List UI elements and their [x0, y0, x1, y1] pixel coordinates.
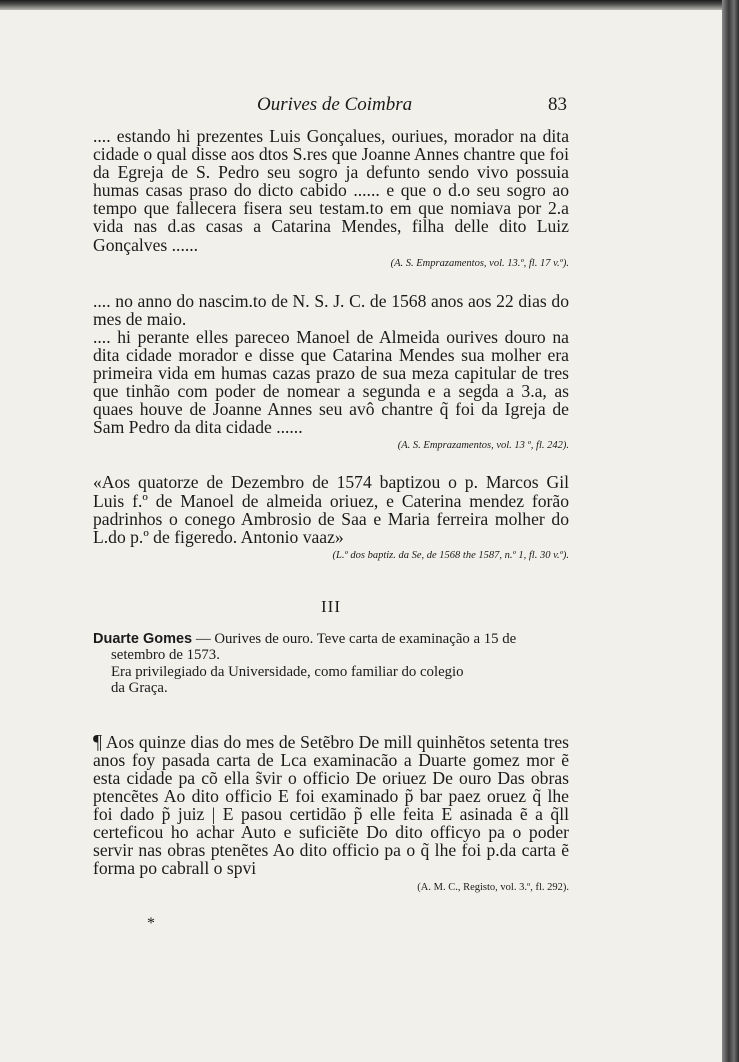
passage-2-text-1: .... no anno do nascim.to de N. S. J. C. de 1568 anos aos 22 dias do mes de maio. [93, 290, 569, 329]
passage-3-citation: (L.º dos baptiz. da Se, de 1568 the 1587, n.º 1, fl. 30 v.º). [332, 549, 569, 561]
entry-text-2b: da Graça. [111, 680, 168, 697]
entry-duarte-gomes [93, 631, 569, 697]
scan-right-edge [722, 0, 739, 1062]
page-content [93, 127, 569, 895]
document-body: Aos quinze dias do mes de Setẽbro De mill quinhẽtos setenta tres anos foy pasada carta de Lca examinacão a Duarte gomez mor ẽ esta cidade pa cõ ella s̃vir o officio De oriuez De ouro Das obras ptencẽtes Ao dito officio E foi examinado p̃ bar paez oruez q̃ lhe foi dado p̃ juiz | E pasou certidão p̃ elle feita E asinada ẽ a q̃ll certeficou ho achar Auto e suficiẽte Do dito officyo pa o poder servir nas obras ptenẽtes Ao dito officio pa o q̃ lhe foi p.da carta ẽ forma po cabrall o spvi [93, 731, 569, 879]
document-text [93, 730, 569, 879]
passage-2-citation: (A. S. Emprazamentos, vol. 13 º, fl. 242). [397, 440, 569, 452]
page-number: 83 [548, 94, 567, 115]
entry-name: Duarte Gomes [93, 630, 193, 647]
entry-text-2: Era privilegiado da Universidade, como familiar do colegio [111, 663, 464, 680]
footer-asterisk: * [147, 915, 155, 932]
scan-top-edge [0, 0, 739, 10]
running-title: Ourives de Coimbra [257, 94, 413, 115]
entry-text-1b: setembro de 1573. [111, 647, 220, 664]
passage-1-citation: (A. S. Emprazamentos, vol. 13.º, fl. 17 v.º). [390, 257, 569, 269]
entry-text-1: — Ourives de ouro. Teve carta de examinação a 15 de [192, 630, 517, 647]
pilcrow-icon: ¶ [93, 730, 103, 753]
passage-1-text: .... estando hi prezentes Luis Gonçalues, ouriues, morador na dita cidade o qual disse aos dtos S.res que Joanne Annes chantre que foi da Egreja de S. Pedro seu sogro ja defunto sendo vivo possuia humas casas praso do dicto cabido ...... e que o d.o seu sogro ao tempo que fallecera fisera seu testam.to em que nomiava por 2.a vida nas d.as casas a Catarina Mendes, filha delle dito Luiz Gonçalves ...... [93, 126, 569, 255]
page-header [0, 94, 722, 120]
document-citation: (A. M. C., Registo, vol. 3.º, fl. 292). [417, 881, 569, 893]
section-number: III [321, 596, 341, 616]
passage-2-text-2: .... hi perante elles pareceo Manoel de Almeida ourives douro na dita cidade morador e disse que Catarina Mendes sua molher era primeira vida em humas cazas prazo de sua meza capitular de tres que tinhão com poder de nomear a segunda e a segda a 3.a, as quaes houve de Joanne Annes seu avô chantre q̃ foi da Igreja de Sam Pedro da dita cidade ...... [93, 326, 569, 438]
passage-3-text: «Aos quatorze de Dezembro de 1574 baptizou o p. Marcos Gil Luis f.º de Manoel de almeida oriuez, e Caterina mendez forão padrinhos o conego Ambrosio de Saa e Maria ferreira molher do L.do p.º de figeredo. Antonio vaaz» [93, 472, 569, 547]
